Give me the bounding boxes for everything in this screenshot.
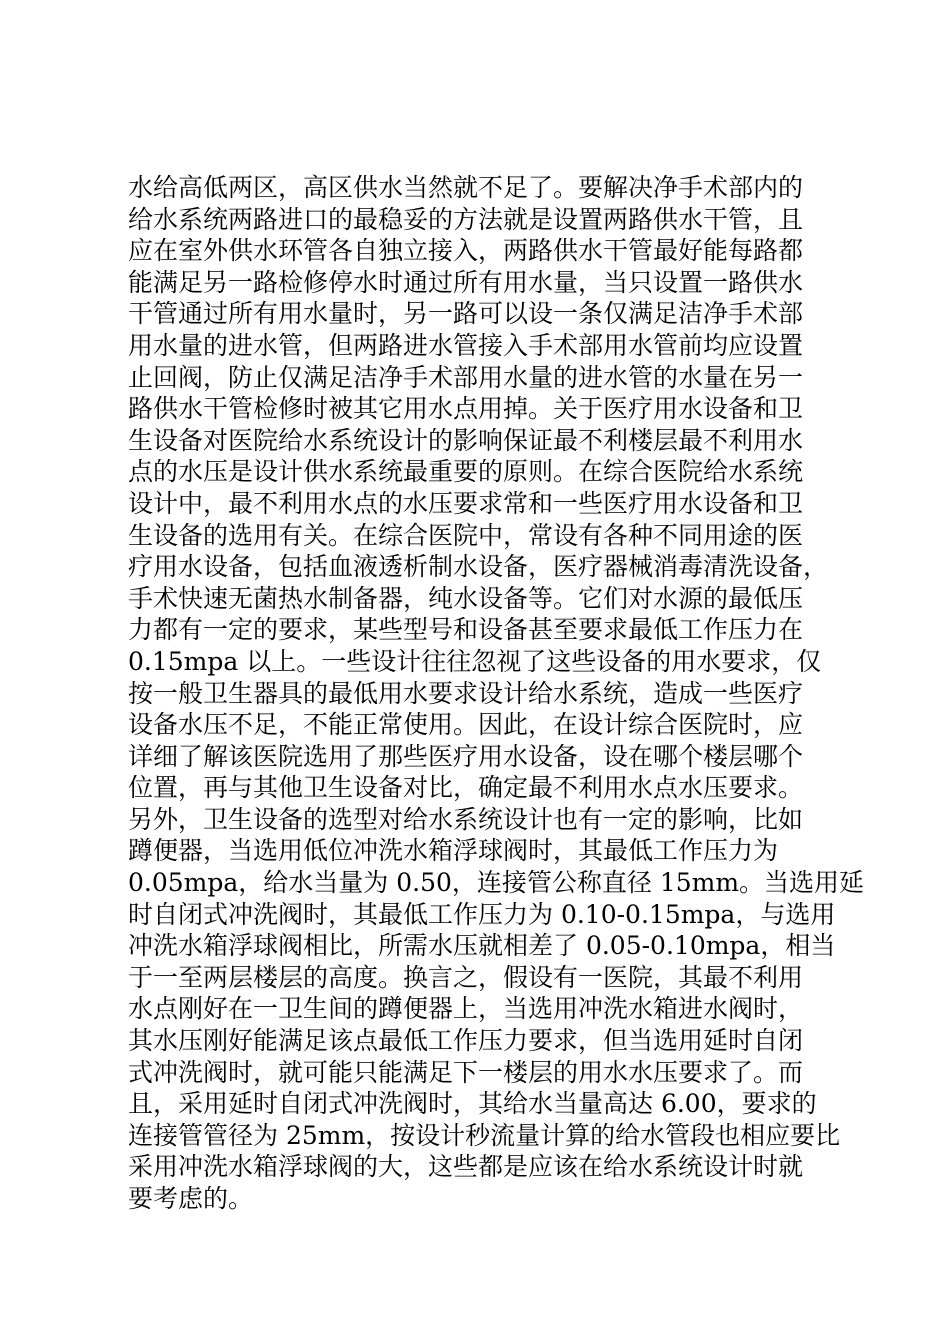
text-line: 给水系统两路进口的最稳妥的方法就是设置两路供水干管，且 bbox=[128, 204, 804, 234]
text-line: 另外，卫生设备的选型对给水系统设计也有一定的影响，比如 bbox=[128, 804, 804, 834]
text-line: 按一般卫生器具的最低用水要求设计给水系统，造成一些医疗 bbox=[128, 678, 804, 708]
text-line: 能满足另一路检修停水时通过所有用水量，当只设置一路供水 bbox=[128, 267, 804, 297]
text-line: 详细了解该医院选用了那些医疗用水设备，设在哪个楼层哪个 bbox=[128, 741, 804, 771]
text-line: 采用冲洗水箱浮球阀的大，这些都是应该在给水系统设计时就 bbox=[128, 1152, 804, 1182]
body-paragraph bbox=[128, 172, 865, 1215]
text-line: 0.15mpa 以上。一些设计往往忽视了这些设备的用水要求，仅 bbox=[128, 646, 822, 676]
text-line: 时自闭式冲洗阀时，其最低工作压力为 0.10-0.15mpa，与选用 bbox=[128, 899, 836, 929]
text-line: 水给高低两区，高区供水当然就不足了。要解决净手术部内的 bbox=[128, 173, 804, 202]
text-line: 于一至两层楼层的高度。换言之，假设有一医院，其最不利用 bbox=[128, 962, 804, 992]
text-line: 设计中，最不利用水点的水压要求常和一些医疗用水设备和卫 bbox=[128, 488, 804, 518]
text-line: 0.05mpa，给水当量为 0.50，连接管公称直径 15mm。当选用延 bbox=[128, 868, 865, 898]
text-line: 疗用水设备，包括血液透析制水设备，医疗器械消毒清洗设备， bbox=[128, 552, 829, 582]
text-line: 路供水干管检修时被其它用水点用掉。关于医疗用水设备和卫 bbox=[128, 394, 804, 424]
text-line: 生设备对医院给水系统设计的影响保证最不利楼层最不利用水 bbox=[128, 425, 804, 455]
text-line: 连接管管径为 25mm，按设计秒流量计算的给水管段也相应要比 bbox=[128, 1120, 841, 1150]
text-line: 位置，再与其他卫生设备对比，确定最不利用水点水压要求。 bbox=[128, 773, 804, 803]
text-line: 应在室外供水环管各自独立接入，两路供水干管最好能每路都 bbox=[128, 236, 804, 266]
text-line: 且，采用延时自闭式冲洗阀时，其给水当量高达 6.00，要求的 bbox=[128, 1089, 817, 1119]
text-line: 设备水压不足，不能正常使用。因此，在设计综合医院时，应 bbox=[128, 710, 804, 740]
text-line: 水点刚好在一卫生间的蹲便器上，当选用冲洗水箱进水阀时， bbox=[128, 994, 804, 1024]
text-line: 用水量的进水管，但两路进水管接入手术部用水管前均应设置 bbox=[128, 330, 804, 360]
text-line: 要考虑的。 bbox=[128, 1184, 254, 1213]
text-line: 其水压刚好能满足该点最低工作压力要求，但当选用延时自闭 bbox=[128, 1026, 804, 1056]
text-line: 点的水压是设计供水系统最重要的原则。在综合医院给水系统 bbox=[128, 457, 804, 487]
text-line: 力都有一定的要求，某些型号和设备甚至要求最低工作压力在 bbox=[128, 615, 804, 645]
text-line: 手术快速无菌热水制备器，纯水设备等。它们对水源的最低压 bbox=[128, 583, 804, 613]
text-line: 干管通过所有用水量时，另一路可以设一条仅满足洁净手术部 bbox=[128, 299, 804, 329]
text-line: 止回阀，防止仅满足洁净手术部用水量的进水管的水量在另一 bbox=[128, 362, 804, 392]
text-line: 蹲便器，当选用低位冲洗水箱浮球阀时，其最低工作压力为 bbox=[128, 836, 779, 866]
text-line: 式冲洗阀时，就可能只能满足下一楼层的用水水压要求了。而 bbox=[128, 1057, 804, 1087]
text-line: 生设备的选用有关。在综合医院中，常设有各种不同用途的医 bbox=[128, 520, 804, 550]
text-line: 冲洗水箱浮球阀相比，所需水压就相差了 0.05-0.10mpa，相当 bbox=[128, 931, 836, 961]
